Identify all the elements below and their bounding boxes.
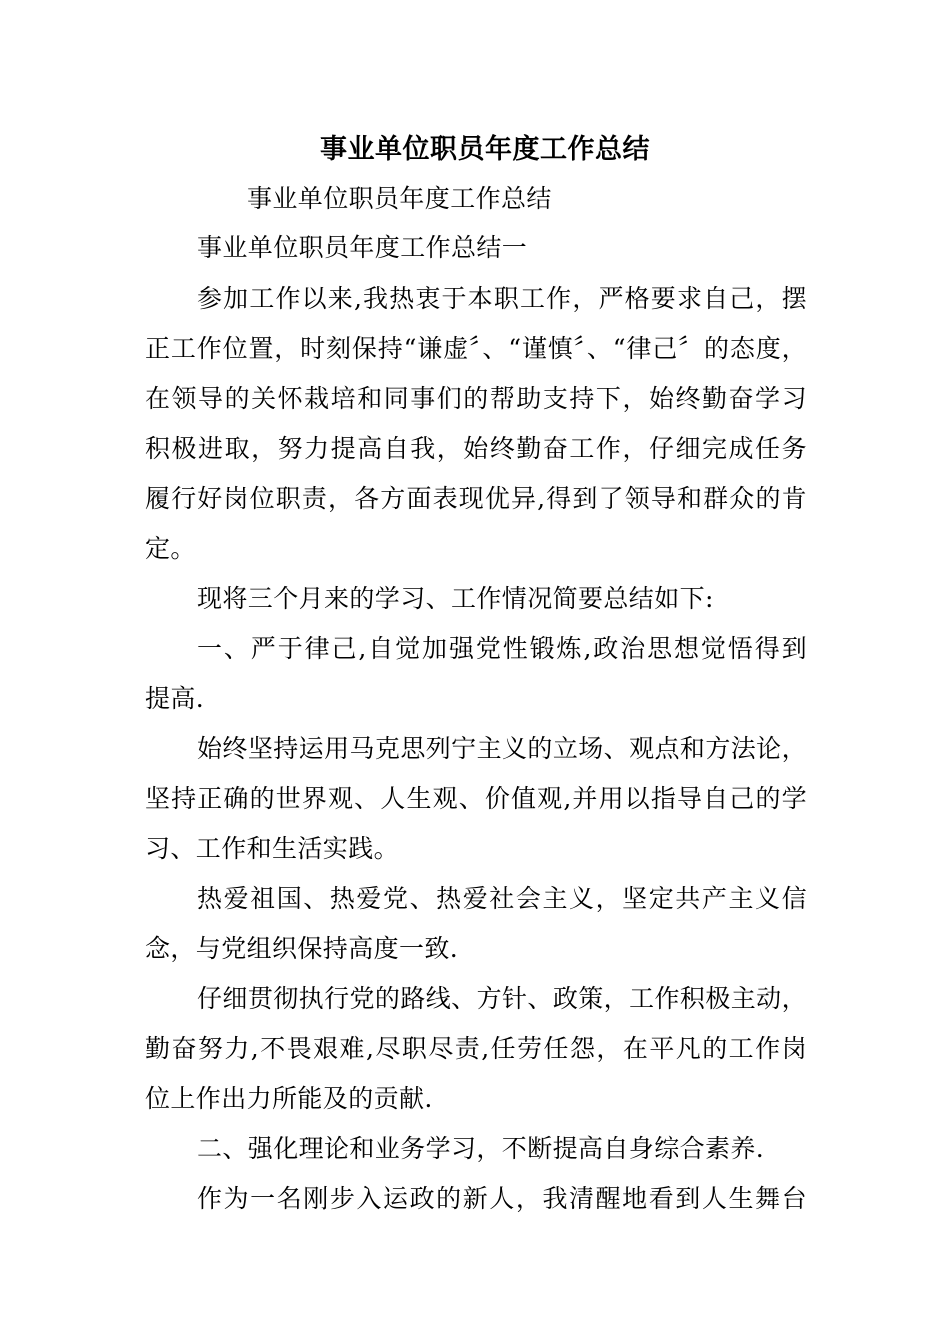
paragraph-line: 参加工作以来,我热衷于本职工作，严格要求自己，摆 xyxy=(197,284,807,313)
section-heading: 二、强化理论和业务学习，不断提高自身综合素养. xyxy=(197,1134,765,1163)
paragraph-line: 正工作位置，时刻保持“谦虚〞、“谨慎〞、“律己〞的态度， xyxy=(145,334,807,363)
paragraph-line: 习、工作和生活实践。 xyxy=(145,834,400,863)
paragraph-line: 提高. xyxy=(145,684,205,713)
paragraph-line: 定。 xyxy=(145,534,196,563)
section-heading: 一、严于律己,自觉加强党性锻炼,政治思想觉悟得到 xyxy=(197,634,807,663)
document-subtitle: 事业单位职员年度工作总结 xyxy=(247,184,552,213)
section-heading: 事业单位职员年度工作总结一 xyxy=(197,233,528,262)
paragraph-line: 坚持正确的世界观、人生观、价值观,并用以指导自己的学 xyxy=(145,784,807,813)
paragraph-line: 始终坚持运用马克思列宁主义的立场、观点和方法论， xyxy=(197,734,807,763)
paragraph-line: 念，与党组织保持高度一致. xyxy=(145,934,459,963)
paragraph-line: 作为一名刚步入运政的新人，我清醒地看到人生舞台 xyxy=(197,1184,807,1213)
paragraph-line: 勤奋努力,不畏艰难,尽职尽责,任劳任怨，在平凡的工作岗 xyxy=(145,1034,807,1063)
paragraph-line: 热爱祖国、热爱党、热爱社会主义，坚定共产主义信 xyxy=(197,884,807,913)
paragraph-line: 在领导的关怀栽培和同事们的帮助支持下，始终勤奋学习 xyxy=(145,384,807,413)
paragraph-line: 积极进取，努力提高自我，始终勤奋工作，仔细完成任务 xyxy=(145,434,807,463)
paragraph-line: 位上作出力所能及的贡献. xyxy=(145,1084,433,1113)
paragraph-line: 仔细贯彻执行党的路线、方针、政策，工作积极主动， xyxy=(197,984,807,1013)
paragraph-line: 现将三个月来的学习、工作情况简要总结如下: xyxy=(197,584,714,613)
paragraph-line: 履行好岗位职责，各方面表现优异,得到了领导和群众的肯 xyxy=(145,484,807,513)
document-title: 事业单位职员年度工作总结 xyxy=(320,134,650,165)
